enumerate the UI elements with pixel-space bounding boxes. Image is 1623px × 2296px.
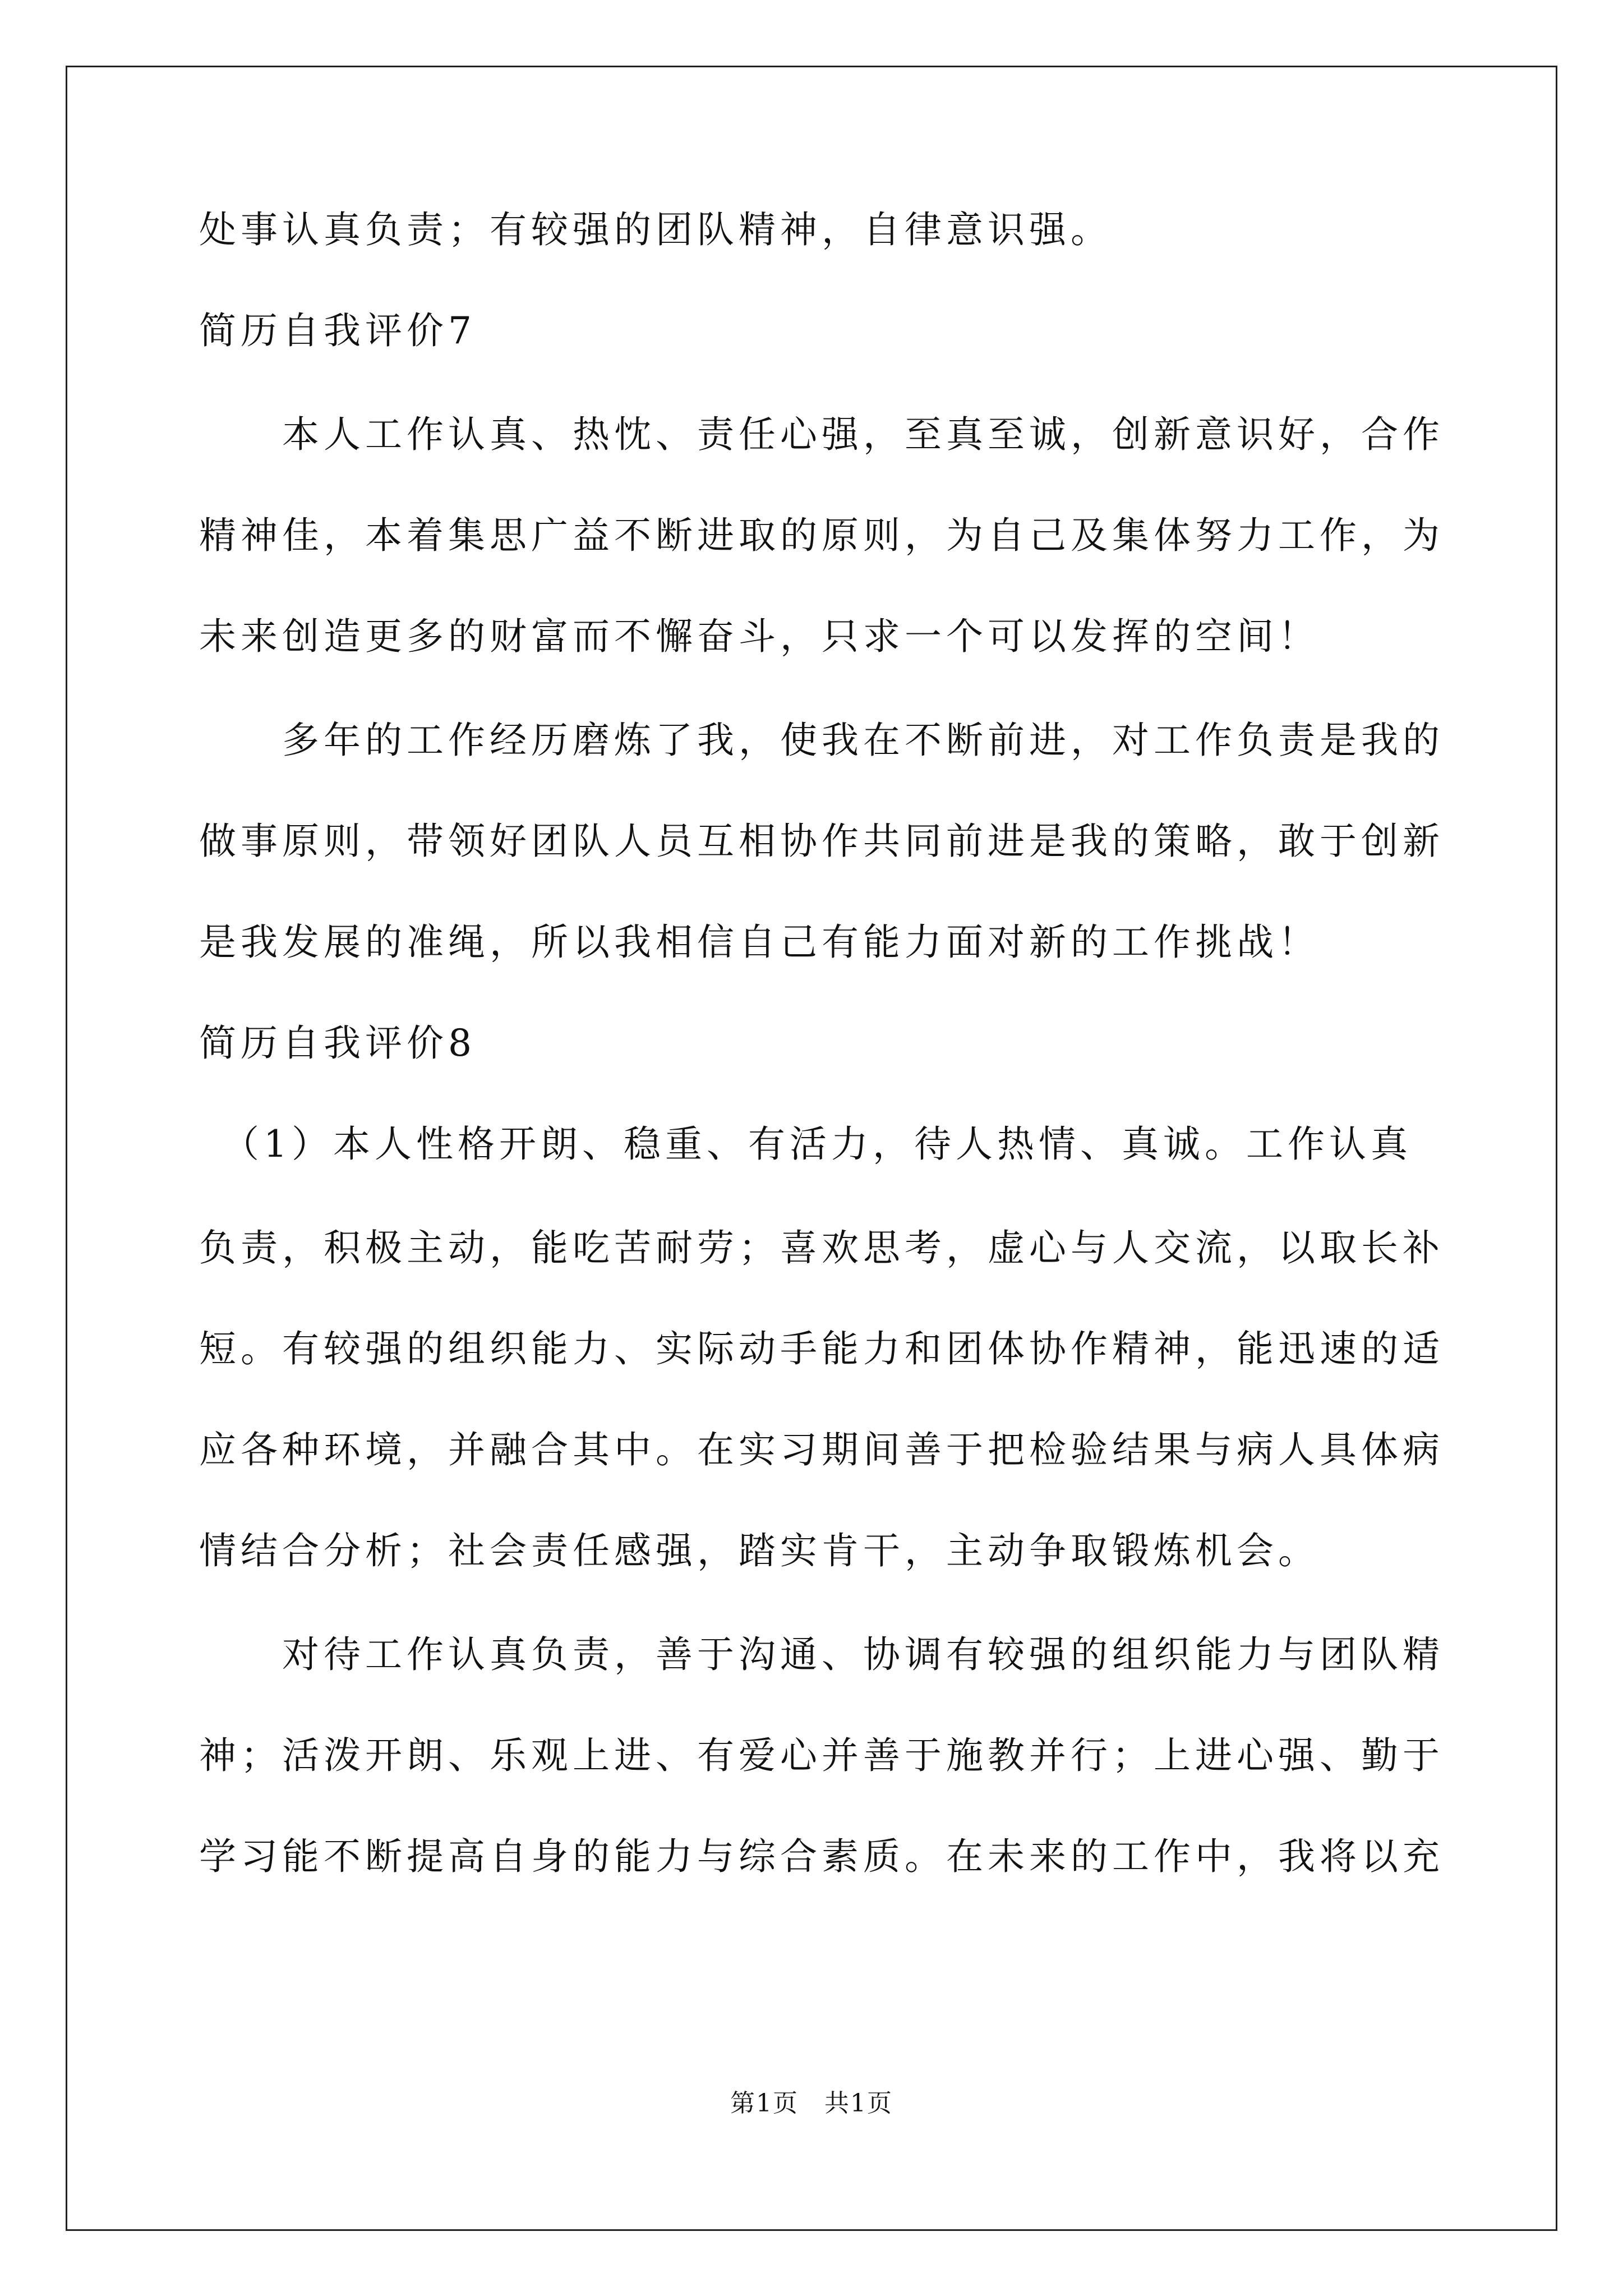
section-heading: 简历自我评价8 bbox=[199, 1022, 476, 1065]
text-line: 本人工作认真、热忱、责任心强，至真至诚，创新意识好，合作 bbox=[199, 413, 1444, 456]
text-line: 情结合分析；社会责任感强，踏实肯干，主动争取锻炼机会。 bbox=[199, 1529, 1320, 1572]
text-line: 负责，积极主动，能吃苦耐劳；喜欢思考，虚心与人交流，以取长补 bbox=[199, 1226, 1444, 1269]
section-heading: 简历自我评价7 bbox=[199, 309, 476, 352]
page-footer: 第1页 共1页 bbox=[730, 2089, 893, 2118]
text-line: 是我发展的准绳，所以我相信自己有能力面对新的工作挑战！ bbox=[199, 921, 1320, 964]
text-line: 未来创造更多的财富而不懈奋斗，只求一个可以发挥的空间！ bbox=[199, 615, 1320, 658]
text-line: 精神佳，本着集思广益不断进取的原则，为自己及集体努力工作，为 bbox=[199, 514, 1444, 557]
text-line: 对待工作认真负责，善于沟通、协调有较强的组织能力与团队精 bbox=[199, 1633, 1444, 1676]
text-line: 应各种环境，并融合其中。在实习期间善于把检验结果与病人具体病 bbox=[199, 1428, 1444, 1471]
text-line: 多年的工作经历磨炼了我，使我在不断前进，对工作负责是我的 bbox=[199, 719, 1444, 762]
text-line: 做事原则，带领好团队人员互相协作共同前进是我的策略，敢于创新 bbox=[199, 820, 1444, 863]
text-line: 处事认真负责；有较强的团队精神，自律意识强。 bbox=[199, 208, 1112, 251]
text-line: （1）本人性格开朗、稳重、有活力，待人热情、真诚。工作认真 bbox=[199, 1122, 1412, 1166]
text-line: 短。有较强的组织能力、实际动手能力和团体协作精神，能迅速的适 bbox=[199, 1327, 1444, 1370]
text-line: 神；活泼开朗、乐观上进、有爱心并善于施教并行；上进心强、勤于 bbox=[199, 1734, 1444, 1777]
text-line: 学习能不断提高自身的能力与综合素质。在未来的工作中，我将以充 bbox=[199, 1835, 1444, 1878]
